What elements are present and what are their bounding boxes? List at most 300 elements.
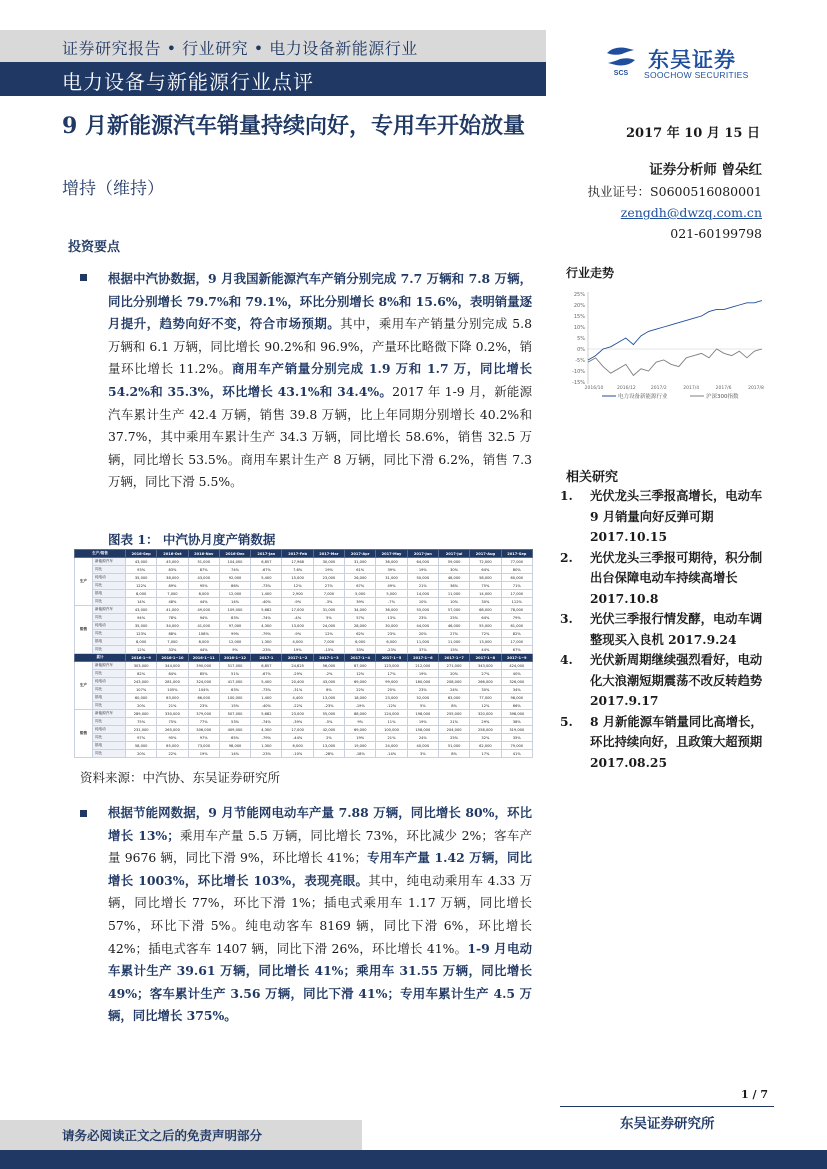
table-cell: 86% xyxy=(219,582,250,590)
highlight-paragraph-1 xyxy=(108,268,532,494)
table-cell: 10% xyxy=(407,598,438,606)
table-row-label: 纯电动 xyxy=(93,622,126,630)
table-cell: 8% xyxy=(438,750,469,758)
table-cell: 63,000 xyxy=(157,694,188,702)
table-cell: 265,000 xyxy=(157,726,188,734)
table-cell: 4,000 xyxy=(282,638,313,646)
table-cell: 48,000 xyxy=(438,574,469,582)
table-header-cell: 2016-Sep xyxy=(126,550,157,558)
table-cell: 324,000 xyxy=(188,678,219,686)
related-research-item[interactable] xyxy=(560,650,770,712)
table-cell: 23,000 xyxy=(376,694,407,702)
table-cell: 12% xyxy=(282,582,313,590)
table-cell: 66% xyxy=(501,702,532,710)
table-cell: 21% xyxy=(407,582,438,590)
table-cell: 2% xyxy=(313,734,344,742)
table-cell: 44,000 xyxy=(407,622,438,630)
table-cell: 19,000 xyxy=(345,742,376,750)
table-cell: 56,000 xyxy=(313,662,344,670)
related-research-item[interactable] xyxy=(560,609,770,650)
table-cell: -23% xyxy=(251,750,282,758)
table-cell: 36,000 xyxy=(376,558,407,566)
table-cell: 158,000 xyxy=(407,726,438,734)
x-tick-label: 2017/2 xyxy=(650,386,667,391)
table-cell: 94% xyxy=(126,614,157,622)
table-cell: 99,000 xyxy=(376,678,407,686)
table-cell: 8% xyxy=(438,702,469,710)
table-cell: 80% xyxy=(501,566,532,574)
table-cell: 100,000 xyxy=(376,726,407,734)
table-cell: 7,000 xyxy=(313,590,344,598)
table-cell: 343,000 xyxy=(470,662,501,670)
related-item-text: 光伏新周期继续强烈看好，电动化大浪潮短期震荡不改反转趋势 2017.9.17 xyxy=(590,652,763,708)
page-number: 1 / 7 xyxy=(741,1088,768,1101)
table-row-label: 纯电动 xyxy=(93,574,126,582)
table-cell: 17,000 xyxy=(282,726,313,734)
table-cell: 73,000 xyxy=(188,742,219,750)
table-cell: 11,000 xyxy=(407,638,438,646)
table-cell: 39% xyxy=(376,566,407,574)
table-cell: 20% xyxy=(126,750,157,758)
footer-disclaimer: 请务必阅读正文之后的免责声明部分 xyxy=(62,1128,263,1143)
table-cell: 6,000 xyxy=(345,638,376,646)
series-line-industry xyxy=(588,301,762,360)
table-cell: 72% xyxy=(470,630,501,638)
table-cell: 82% xyxy=(126,670,157,678)
table-row-label: 同比 xyxy=(93,718,126,726)
table-cell: -29% xyxy=(282,670,313,678)
table-row xyxy=(75,694,533,702)
table-row-label: 同比 xyxy=(93,734,126,742)
table-cell: 26,000 xyxy=(345,574,376,582)
table-cell: 12,000 xyxy=(219,638,250,646)
table-row-label: 同比 xyxy=(93,566,126,574)
table-cell: 14,000 xyxy=(407,590,438,598)
table-cell: -67% xyxy=(251,670,282,678)
table-cell: 57,000 xyxy=(438,606,469,614)
table-row xyxy=(75,726,533,734)
table-cell: 198,000 xyxy=(407,710,438,718)
table-cell: 9% xyxy=(219,646,250,654)
related-item-number: 5. xyxy=(560,713,573,729)
table-cell: 23,000 xyxy=(282,710,313,718)
table-cell: 19% xyxy=(345,734,376,742)
table-cell: 28,000 xyxy=(345,622,376,630)
table-cell: 95% xyxy=(188,582,219,590)
table-cell: 85% xyxy=(188,670,219,678)
table-cell: 303,000 xyxy=(126,662,157,670)
table-cell: 21% xyxy=(438,718,469,726)
industry-trend-chart xyxy=(562,286,764,402)
related-item-text: 光伏龙头三季报可期待，积分制出台保障电动车持续高增长 2017.10.8 xyxy=(590,549,763,606)
table-cell: 92,000 xyxy=(219,574,250,582)
highlight-1-bold-b: 商用车产销量分别完成 1.9 万和 1.7 万，同比增长 54.2%和 35.3%，环比增长 43.1%和 34.4%。 xyxy=(108,361,532,399)
sector-review-label: 电力设备与新能源行业点评 xyxy=(62,70,314,94)
table-cell: 4,400 xyxy=(282,694,313,702)
table-row-label: 纯电动 xyxy=(93,678,126,686)
table-cell: 31,000 xyxy=(313,606,344,614)
table-cell: 48% xyxy=(157,598,188,606)
table-cell: 13,000 xyxy=(313,742,344,750)
table-subheader-row xyxy=(75,654,533,662)
table-cell: 45,000 xyxy=(157,558,188,566)
table-cell: 7,000 xyxy=(313,638,344,646)
table-row xyxy=(75,702,533,710)
highlight-paragraph-2 xyxy=(108,802,532,1028)
table-cell: 11,000 xyxy=(438,638,469,646)
table-cell: -79% xyxy=(251,630,282,638)
table-cell: 289,000 xyxy=(126,710,157,718)
x-tick-label: 2017/6 xyxy=(715,386,732,391)
table-cell: 5% xyxy=(407,702,438,710)
table-cell: 43,000 xyxy=(126,558,157,566)
table-cell: -19% xyxy=(345,702,376,710)
table-cell: 64% xyxy=(470,566,501,574)
table-header-cell: 2016-1~11 xyxy=(188,654,219,662)
table-row xyxy=(75,606,533,614)
table-cell: 64,000 xyxy=(407,558,438,566)
table-cell: -7% xyxy=(376,598,407,606)
table-cell: 1,300 xyxy=(251,638,282,646)
table-cell: 27% xyxy=(313,582,344,590)
table-cell: 83% xyxy=(219,614,250,622)
highlight-2-bold-a: 根据节能网数据，9 月节能网电动车产量 7.88 万辆，同比增长 80%，环比增长 13%； xyxy=(108,805,532,843)
table-row xyxy=(75,638,533,646)
table-row-label: 同比 xyxy=(93,630,126,638)
table-cell: -39% xyxy=(282,718,313,726)
table-cell: 67% xyxy=(345,582,376,590)
related-item-number: 1. xyxy=(560,488,573,503)
table-row xyxy=(75,734,533,742)
table-cell: 43,000 xyxy=(188,574,219,582)
table-cell: 7,000 xyxy=(157,590,188,598)
table-cell: -28% xyxy=(313,750,344,758)
table-cell: 5,682 xyxy=(251,606,282,614)
table-row xyxy=(75,662,533,670)
table-group-cell: 生产 xyxy=(75,558,93,606)
table-cell: 27% xyxy=(438,630,469,638)
table-cell: -74% xyxy=(251,614,282,622)
table-cell: 12,000 xyxy=(219,590,250,598)
table-cell: 38% xyxy=(501,718,532,726)
table-cell: 8,000 xyxy=(126,590,157,598)
table-cell: 330,000 xyxy=(157,710,188,718)
table-cell: 55,000 xyxy=(407,606,438,614)
table-cell: 35,000 xyxy=(126,574,157,582)
table-cell: 27% xyxy=(470,670,501,678)
table-cell: 30% xyxy=(470,686,501,694)
table-cell: 517,000 xyxy=(219,662,250,670)
table-header-cell: 2017-1 xyxy=(251,654,282,662)
table-header-cell: 2016-1~12 xyxy=(219,654,250,662)
table-cell: 25% xyxy=(438,734,469,742)
table-cell: 71% xyxy=(501,582,532,590)
table-cell: -67% xyxy=(251,566,282,574)
table-cell: 14,000 xyxy=(470,590,501,598)
table-cell: 51,000 xyxy=(438,742,469,750)
table-cell: 31,000 xyxy=(376,574,407,582)
table-cell: 97% xyxy=(188,734,219,742)
table-row xyxy=(75,614,533,622)
table-cell: 97% xyxy=(126,734,157,742)
table-cell: 69,000 xyxy=(345,726,376,734)
table-cell: 61,000 xyxy=(501,622,532,630)
table-row-label: 插电 xyxy=(93,590,126,598)
table-cell: 58,000 xyxy=(470,574,501,582)
table-cell: 231,000 xyxy=(126,726,157,734)
table-cell: 306,000 xyxy=(188,726,219,734)
x-tick-label: 2017/8 xyxy=(748,386,764,391)
table-cell: 124,000 xyxy=(376,710,407,718)
table-cell: 19% xyxy=(407,670,438,678)
table-cell: 94% xyxy=(188,614,219,622)
table-cell: 24% xyxy=(438,686,469,694)
table-cell: -15% xyxy=(313,646,344,654)
table-row xyxy=(75,742,533,750)
table-cell: 20% xyxy=(407,630,438,638)
table-cell: 14% xyxy=(219,750,250,758)
y-tick-label: -15% xyxy=(572,379,585,386)
table-cell: 53% xyxy=(219,718,250,726)
table-cell: 108% xyxy=(188,630,219,638)
report-title: 9 月新能源汽车销量持续向好，专用车开始放量 xyxy=(62,113,525,139)
table-cell: 98,000 xyxy=(219,742,250,750)
highlight-2-text-a: 乘用车产量 5.5 万辆，同比增长 73%，环比减少 2%；客车产量 9676 辆，同比下滑 9%，环比增长 41%； xyxy=(108,827,532,866)
table-cell: 35% xyxy=(501,734,532,742)
table-row-label: 新能源汽车 xyxy=(93,558,126,566)
highlights-title: 投资要点 xyxy=(68,240,121,255)
rating: 增持（维持） xyxy=(62,179,164,199)
x-tick-label: 2016/12 xyxy=(617,386,636,391)
table-row-label: 插电 xyxy=(93,742,126,750)
table-cell: 41,000 xyxy=(188,622,219,630)
table-cell: 22% xyxy=(345,686,376,694)
table-cell: 13,000 xyxy=(282,622,313,630)
table-cell: 319,000 xyxy=(501,726,532,734)
table-cell: -40% xyxy=(251,702,282,710)
table-cell: 409,000 xyxy=(219,726,250,734)
table-cell: 23% xyxy=(407,686,438,694)
table-cell: 34,000 xyxy=(157,622,188,630)
related-research-item[interactable] xyxy=(560,548,770,610)
table-cell: 67% xyxy=(501,646,532,654)
table-cell: 281,000 xyxy=(157,678,188,686)
footer-rule xyxy=(560,1106,774,1107)
table-header-cell: 2017-1~9 xyxy=(501,654,532,662)
analyst-email-link[interactable]: zengdh@dwzq.com.cn xyxy=(620,205,762,220)
industry-trend-label: 行业走势 xyxy=(566,266,615,280)
table-cell: 65% xyxy=(219,734,250,742)
related-research-item[interactable] xyxy=(560,712,770,774)
table-cell: 77,000 xyxy=(470,694,501,702)
table-row-label: 同比 xyxy=(93,646,126,654)
related-item-number: 3. xyxy=(560,611,573,626)
table-cell: 19% xyxy=(407,566,438,574)
table-cell: 24,000 xyxy=(376,742,407,750)
table-cell: 6,857 xyxy=(251,662,282,670)
table-cell: 41,000 xyxy=(157,606,188,614)
table-cell: 19% xyxy=(313,566,344,574)
footer-firm-name: 东吴证券研究所 xyxy=(620,1116,715,1132)
table-cell: 9% xyxy=(345,718,376,726)
table-cell: 34% xyxy=(501,686,532,694)
table-cell: 44% xyxy=(470,646,501,654)
table-cell: 104,000 xyxy=(219,558,250,566)
table-header-cell: 2017-Jul xyxy=(438,550,469,558)
table-cell: 6,000 xyxy=(282,742,313,750)
related-research-list xyxy=(560,486,770,773)
table-cell: 23% xyxy=(188,702,219,710)
logo-mark-icon xyxy=(604,44,638,76)
table-row xyxy=(75,622,533,630)
table-cell: -44% xyxy=(282,734,313,742)
table-cell: 109,000 xyxy=(219,606,250,614)
table-group-cell: 生产 xyxy=(75,662,93,710)
table-row-label: 新能源汽车 xyxy=(93,662,126,670)
table-cell: 68,000 xyxy=(470,606,501,614)
table-row-label: 新能源汽车 xyxy=(93,606,126,614)
bullet-square-icon xyxy=(80,810,87,817)
table-cell: 320,000 xyxy=(470,710,501,718)
table-cell: 19% xyxy=(188,750,219,758)
x-tick-label: 2017/4 xyxy=(683,386,700,391)
table-cell: -9% xyxy=(282,598,313,606)
table-cell: 24,825 xyxy=(282,662,313,670)
table-cell: 25% xyxy=(376,686,407,694)
table-cell: 19% xyxy=(407,718,438,726)
table-cell: 63% xyxy=(219,686,250,694)
footer-navy-band xyxy=(0,1150,827,1169)
table-cell: 204,000 xyxy=(438,726,469,734)
table-cell: 14% xyxy=(126,598,157,606)
table-cell: 30,000 xyxy=(313,558,344,566)
table-cell: 12% xyxy=(313,630,344,638)
table-cell: -4% xyxy=(282,614,313,622)
related-item-text: 8 月新能源车销量同比高增长，环比持续向好，且政策大超预期 2017.08.25 xyxy=(590,713,763,770)
table-cell: 50,000 xyxy=(407,574,438,582)
table-cell: 5,000 xyxy=(345,590,376,598)
table-cell: 23,000 xyxy=(313,574,344,582)
table-cell: 23% xyxy=(376,630,407,638)
table-cell: 51% xyxy=(219,670,250,678)
table-cell: 12% xyxy=(470,702,501,710)
table-cell: 6,857 xyxy=(251,558,282,566)
table-cell: 107% xyxy=(126,686,157,694)
table-cell: 55,000 xyxy=(313,710,344,718)
table-cell: 7,000 xyxy=(157,638,188,646)
table-cell: -22% xyxy=(282,702,313,710)
table-cell: 379,000 xyxy=(188,710,219,718)
table-header-cell: 2017-Mar xyxy=(313,550,344,558)
highlight-2-bold-b: 专用车产量 1.42 万辆，同比增长 1003%，环比增长 103%，表现亮眼。 xyxy=(108,850,532,888)
table-cell: 31,000 xyxy=(345,558,376,566)
table-cell: 95% xyxy=(157,734,188,742)
table-cell: 1,400 xyxy=(251,590,282,598)
table-row-label: 插电 xyxy=(93,638,126,646)
y-tick-label: 20% xyxy=(573,302,585,309)
table-row xyxy=(75,630,533,638)
table-cell: 17% xyxy=(376,670,407,678)
table-cell: 75% xyxy=(126,718,157,726)
table-cell: 37% xyxy=(407,646,438,654)
related-item-number: 4. xyxy=(560,652,573,667)
table-cell: 64% xyxy=(470,614,501,622)
table-cell: 25% xyxy=(438,614,469,622)
table-row xyxy=(75,558,533,566)
table-cell: 417,000 xyxy=(219,678,250,686)
table-cell: 507,000 xyxy=(219,710,250,718)
table-cell: 77,000 xyxy=(501,558,532,566)
table-cell: 52,000 xyxy=(407,694,438,702)
table-cell: 243,000 xyxy=(126,678,157,686)
highlight-1-bold-a: 根据中汽协数据，9 月我国新能源汽车产销分别完成 7.7 万辆和 7.8 万辆，同比分别增长 79.7%和 79.1%，环比分别增长 8%和 15.6%，表明销量逐月提升，趋势向好不变，符合市场预期。 xyxy=(108,271,532,332)
table-cell: 21% xyxy=(157,702,188,710)
table-row-label: 同比 xyxy=(93,614,126,622)
figure-source: 资料来源：中汽协、东吴证券研究所 xyxy=(80,770,281,785)
table-row-label: 同比 xyxy=(93,670,126,678)
highlight-1-text-a: 其中，乘用车产销量分别完成 5.8 万辆和 6.1 万辆，同比增长 90.2%和 96.9%，产量环比略微下降 0.2%，销量环比增长 11.2%。 xyxy=(108,316,532,377)
legend-industry: 电力设备新能源行业 xyxy=(618,394,668,400)
table-cell: 424,000 xyxy=(501,662,532,670)
table-row xyxy=(75,582,533,590)
table-row-label: 同比 xyxy=(93,686,126,694)
table-cell: 8,000 xyxy=(126,638,157,646)
table-cell: 99% xyxy=(219,630,250,638)
table-header-cell: 2017-1~8 xyxy=(470,654,501,662)
table-cell: 3% xyxy=(407,750,438,758)
table-cell: -12% xyxy=(376,702,407,710)
table-cell: 390,000 xyxy=(188,662,219,670)
table-header-cell: 生产/销售 xyxy=(75,550,126,558)
related-research-item[interactable] xyxy=(560,486,770,548)
table-row xyxy=(75,718,533,726)
table-cell: 6% xyxy=(313,686,344,694)
series-line-csi300 xyxy=(588,349,762,375)
table-header-cell: 2017-Jan xyxy=(251,550,282,558)
table-header-row xyxy=(75,550,533,558)
related-item-text: 光伏龙头三季报高增长，电动车 9 月销量向好反弹可期 2017.10.15 xyxy=(590,488,763,544)
table-cell: 89% xyxy=(157,582,188,590)
analyst-license: 执业证号：S0600516080001 xyxy=(587,184,762,199)
table-cell: 266,000 xyxy=(470,678,501,686)
table-cell: 326,000 xyxy=(501,678,532,686)
table-row xyxy=(75,598,533,606)
table-cell: 17,000 xyxy=(501,638,532,646)
table-cell: 83% xyxy=(157,566,188,574)
table-row xyxy=(75,590,533,598)
table-cell: 57% xyxy=(345,614,376,622)
table-header-cell: 2017-Aug xyxy=(470,550,501,558)
table-cell: -31% xyxy=(282,686,313,694)
table-cell: 58,000 xyxy=(126,742,157,750)
table-cell: 19% xyxy=(282,646,313,654)
table-row xyxy=(75,678,533,686)
table-cell: 49,000 xyxy=(188,606,219,614)
report-date: 2017 年 10 月 15 日 xyxy=(626,126,760,141)
legend-csi300: 沪深300指数 xyxy=(706,394,739,400)
table-cell: 79% xyxy=(501,614,532,622)
table-cell: 24% xyxy=(407,734,438,742)
table-cell: 344,000 xyxy=(157,662,188,670)
table-cell: 5,400 xyxy=(251,574,282,582)
table-cell: 398,000 xyxy=(501,710,532,718)
table-cell: 12% xyxy=(126,646,157,654)
table-cell: -9% xyxy=(282,630,313,638)
table-cell: 72,000 xyxy=(470,558,501,566)
table-cell: 1,400 xyxy=(251,694,282,702)
analyst-phone: 021-60199798 xyxy=(670,226,762,241)
highlight-2-bold-c: 1-9 月电动车累计生产 39.61 万辆，同比增长 41%；乘用车 31.55 万辆，同比增长 49%；客车累计生产 3.56 万辆，同比下滑 41%；专用车累计生产 4.5 万辆，同比增长 375%。 xyxy=(108,940,532,1024)
